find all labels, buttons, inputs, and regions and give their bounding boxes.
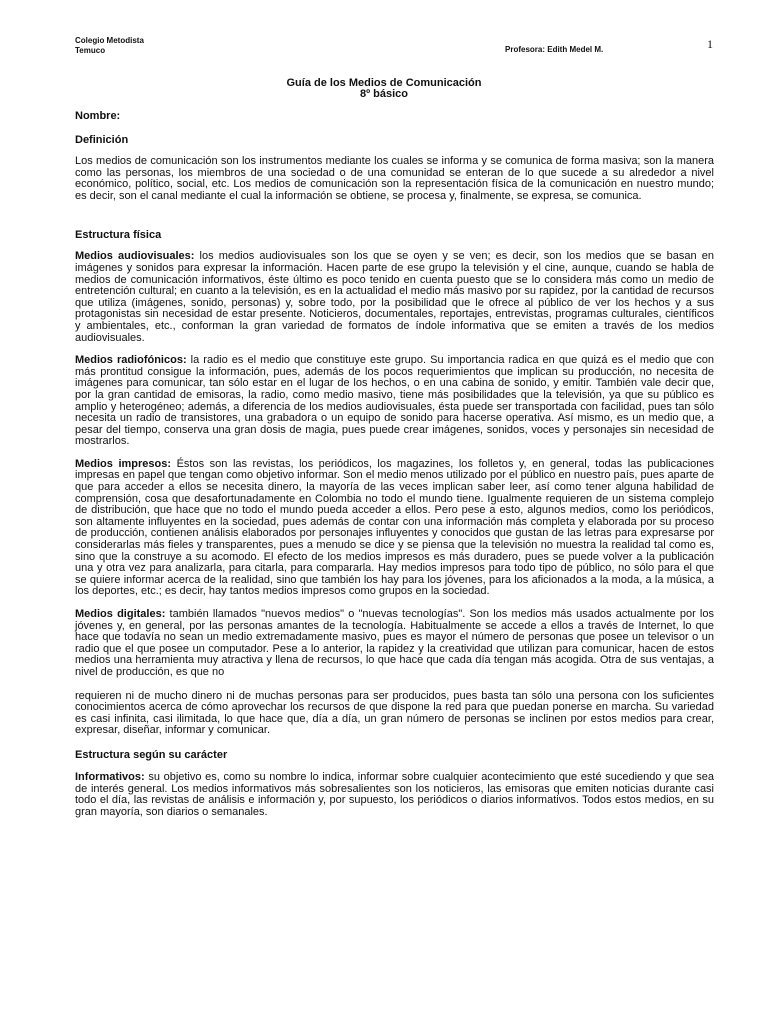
audiovisuales-term: Medios audiovisuales: [75,250,195,263]
digitales-term: Medios digitales: [75,608,166,620]
school-name: Colegio Metodista [75,36,144,45]
audiovisuales-paragraph [75,251,714,344]
radiofonicos-text: la radio es el medio que constituye este grupo. Su importancia radica en que quizá es el medio que con más prontitud consigue la información, pues, además de los pocos requerimientos que implican su producción, no necesita de imágenes para comunicar, tan sólo estar en el lugar de los hechos, o en una cabina de sonido, y emitir. También vale decir que, por la gran cantidad de emisoras, la radio, como medio masivo, tiene más posibilidades que la televisión, ya que su público es amplio y heterogéneo; además, a diferencia de los medios audiovisuales, ésta puede ser transportada con facilidad, pues tan sólo necesita un radio de transistores, una grabadora o un equipo de sonido para hacerse operativa. Así mismo, es un medio que, a pesar del tiempo, conserva una gran dosis de magia, pues puede crear imágenes, sonidos, voces y personajes sin necesidad de mostrarlos. [75,354,715,448]
document-body [75,110,714,818]
estructura-fisica-heading: Estructura física [75,229,162,242]
document-title [0,78,768,100]
impresos-paragraph [75,459,714,598]
audiovisuales-text: los medios audiovisuales son los que se oyen y se ven; es decir, son los medios que se basan en imágenes y sonidos para expresar la información. Hacen parte de ese grupo la televisión y el cine, aunque, cuando se habla de medios de comunicación informativos, éste último es poco tenido en cuenta puesto que se lo considera más como un medio de entretención cultural; en cuanto a la televisión, es en la actualidad el medio más masivo por su rapidez, por la cantidad de recursos que utiliza (imágenes, sonido, personas) y, sobre todo, por la posibilidad que le ofrece al público de ver los hechos y a sus protagonistas sin necesidad de estar presente. Noticieros, documentales, reportajes, entrevistas, programas culturales, científicos y ambientales, etc., conforman la gran variedad de formatos de índole informativa que se emiten a través de los medios audiovisuales. [75,250,714,344]
school-header [75,36,144,56]
page-number: 1 [707,37,713,51]
radiofonicos-paragraph [75,355,714,448]
informativos-text: su objetivo es, como su nombre lo indica, informar sobre cualquier acontecimiento que esté sucediendo y que sea de interés general. Los medios informativos más sobresalientes son los noticieros, las emisoras que emiten noticias durante casi todo el día, las revistas de análisis e información y, por supuesto, los periódicos o diarios informativos. Todos estos medios, en su gran mayoría, son diarios o semanales. [75,770,714,818]
digitales-text-a: también llamados "nuevos medios" o "nuevas tecnologías". Son los medios más usados actualmente por los jóvenes y, en general, por las personas amantes de la tecnología. Habitualmente se accede a ellos a través de Internet, lo que hace que todavía no sean un medio extremadamente masivo, pues es mayor el número de personas que posee un televisor o un radio que el que posee un computador. Pese a lo anterior, la rapidez y la creatividad que utilizan para comunicar, hacen de estos medios una herramienta muy atractiva y llena de recursos, lo que hace que cada día tengan más acogida. Otra de sus ventajas, a nivel de producción, es que no [75,608,714,678]
teacher-name: Profesora: Edith Medel M. [505,45,604,54]
informativos-paragraph [75,772,714,818]
estructura-caracter-heading: Estructura según su carácter [75,748,228,761]
impresos-term: Medios impresos: [75,457,172,470]
title-line-2: 8º básico [359,88,409,100]
impresos-text: Éstos son las revistas, los periódicos, los magazines, los folletos y, en general, todas las publicaciones impresas en papel que tengan como objetivo informar. Son el medio menos utilizado por el público en nuestro país, pues aparte de que para acceder a ellos se necesita dinero, la mayoría de las veces implican saber leer, así como tener alguna habilidad de comprensión, cosa que desafortunadamente en Colombia no todo el mundo tiene. Igualmente requieren de un sistema complejo de distribución, que hace que no todo el mundo pueda acceder a ellos. Pero pese a esto, algunos medios, como los periódicos, son altamente influyentes en la sociedad, pues además de contar con una información más completa y elaborada por su proceso de producción, contienen análisis elaborados por personajes influyentes y conocidos que gustan de las letras para expresarse por considerarlas más fieles y transparentes, pues a menudo se dice y se piensa que la televisión no muestra la realidad tal como es, sino que la construye a su acomodo. El efecto de los medios impresos es más duradero, pues se puede volver a la publicación una y otra vez para analizarla, para citarla, para compararla. Hay medios impresos para todo tipo de público, no sólo para el que se quiere informar acerca de la realidad, sino que también los hay para los jóvenes, para los aficionados a la moda, a la música, a los deportes, etc.; es decir, hay tantos medios impresos como grupos en la sociedad. [75,457,714,598]
informativos-term: Informativos: [75,770,145,783]
title-line-1: Guía de los Medios de Comunicación [286,77,482,89]
school-city: Temuco [75,46,106,55]
nombre-label: Nombre: [75,110,121,122]
definicion-heading: Definición [75,134,129,146]
definicion-paragraph: Los medios de comunicación son los instrumentos mediante los cuales se informa y se comunica de forma masiva; son la manera como las personas, los miembros de una sociedad o de una comunidad se enteran de lo que sucede a su alrededor a nivel económico, político, social, etc. Los medios de comunicación son la representación física de la comunicación en nuestro mundo; es decir, son el canal mediante el cual la información se obtiene, se procesa y, finalmente, se expresa, se comunica. [75,155,714,202]
digitales-continuation: requieren ni de mucho dinero ni de muchas personas para ser producidos, pues basta tan sólo una persona con los suficientes conocimientos acerca de cómo aprovechar los recursos de que dispone la red para que puedan ponerse en marcha. Su variedad es casi infinita, casi ilimitada, lo que hace que, día a día, un gran número de personas se inclinen por estos medios para crear, expresar, diseñar, informar y comunicar. [75,689,714,737]
radiofonicos-term: Medios radiofónicos: [75,354,187,367]
digitales-paragraph [75,609,714,679]
